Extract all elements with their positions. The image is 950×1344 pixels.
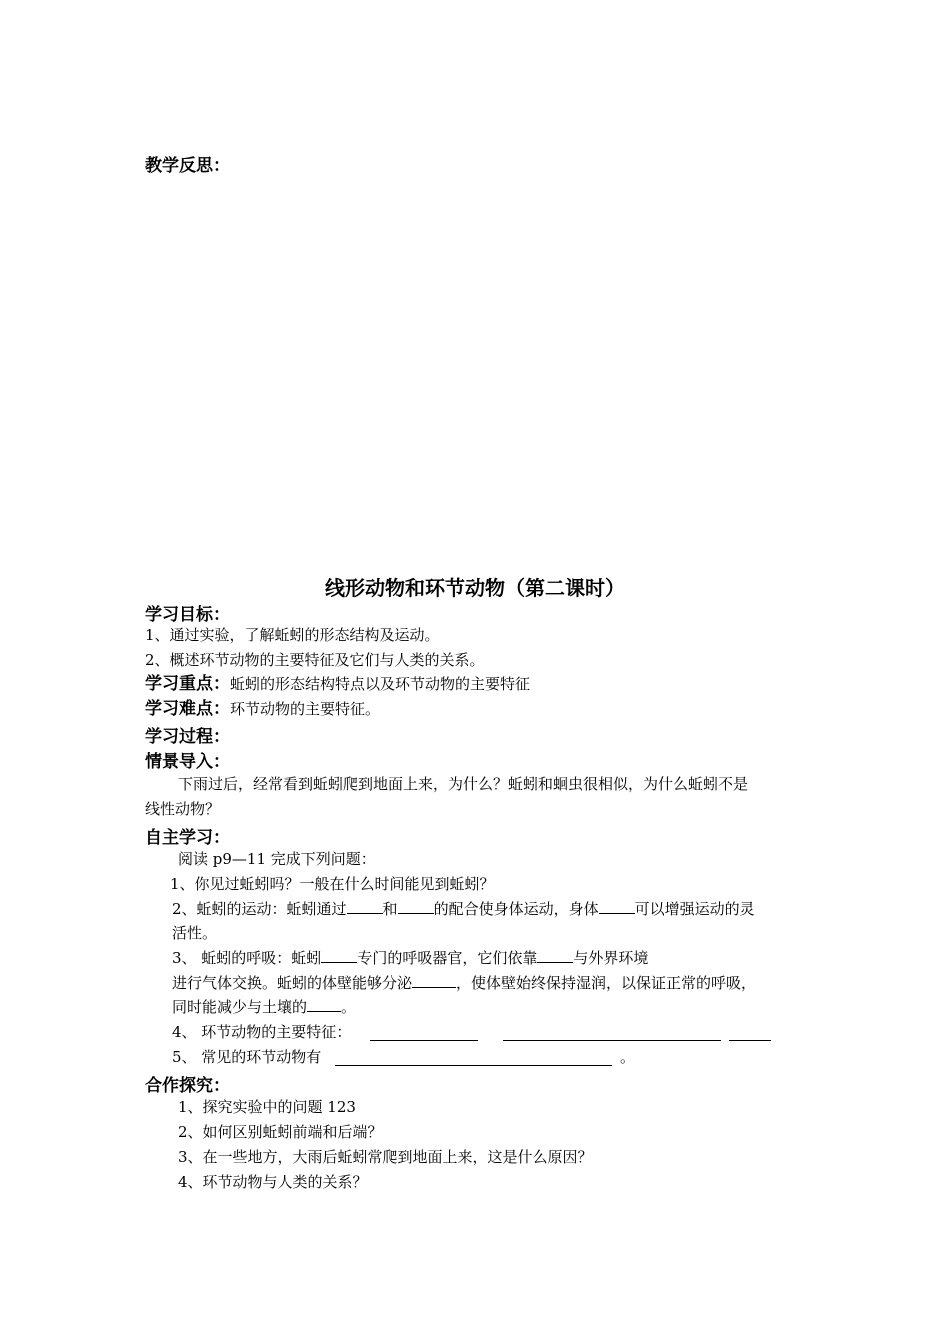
intro-line: 线性动物？: [145, 800, 221, 818]
process-heading: 学习过程：: [145, 727, 230, 747]
fill-blank[interactable]: [537, 948, 573, 963]
question-3-text: 进行气体交换。蚯蚓的体壁能够分泌: [172, 974, 413, 992]
difficulty-label: 学习难点：: [145, 699, 230, 719]
fill-blank[interactable]: [412, 973, 456, 988]
key-point-label: 学习重点：: [145, 674, 230, 694]
question-3-text: 专门的呼吸器官，它们依靠: [357, 949, 538, 967]
intro-line: 下雨过后，经常看到蚯蚓爬到地面上来，为什么？蚯蚓和蛔虫很相似，为什么蚯蚓不是: [178, 775, 749, 793]
goals-heading: 学习目标：: [145, 605, 230, 625]
question-3-cont: [172, 972, 756, 994]
question-3-text: 与外界环境: [573, 949, 649, 967]
question-2-cont: 活性。: [172, 924, 218, 942]
reflection-label: 教学反思：: [145, 156, 230, 176]
question-5-end: 。: [620, 1048, 636, 1066]
answer-line[interactable]: [370, 1040, 478, 1041]
question-5: 5、 常见的环节动物有: [172, 1048, 322, 1066]
question-1: 1、你见过蚯蚓吗？一般在什么时间能见到蚯蚓？: [170, 875, 495, 893]
question-2-text: 2、蚯蚓的运动：蚯蚓通过: [172, 900, 347, 918]
fill-blank[interactable]: [307, 997, 341, 1012]
cooperate-item: 1、探究实验中的问题 123: [178, 1098, 356, 1116]
fill-blank[interactable]: [599, 899, 635, 914]
question-2-text: 可以增强运动的灵: [634, 900, 755, 918]
question-3-text: 3、 蚯蚓的呼吸：蚯蚓: [172, 949, 322, 967]
difficulty: [145, 698, 380, 720]
intro-heading: 情景导入：: [145, 752, 230, 772]
cooperate-item: 3、在一些地方，大雨后蚯蚓常爬到地面上来，这是什么原因？: [178, 1148, 593, 1166]
key-point: [145, 673, 530, 695]
answer-line[interactable]: [335, 1065, 612, 1066]
question-3-text: ，使体壁始终保持湿润，以保证正常的呼吸，: [456, 974, 757, 992]
question-3-text: 同时能减少与土壤的: [172, 998, 308, 1016]
question-2-text: 的配合使身体运动，身体: [433, 900, 599, 918]
fill-blank[interactable]: [321, 948, 357, 963]
difficulty-text: 环节动物的主要特征。: [230, 700, 381, 718]
question-3-cont: [172, 996, 356, 1018]
self-study-instruction: 阅读 p9—11 完成下列问题：: [178, 850, 376, 868]
self-study-heading: 自主学习：: [145, 828, 230, 848]
answer-line[interactable]: [729, 1040, 771, 1041]
goal-item: 2、概述环节动物的主要特征及它们与人类的关系。: [145, 651, 485, 669]
question-3: [172, 947, 648, 969]
question-4: 4、 环节动物的主要特征：: [172, 1023, 352, 1041]
cooperate-item: 2、如何区别蚯蚓前端和后端？: [178, 1123, 383, 1141]
question-2-text: 和: [382, 900, 398, 918]
lesson-title: 线形动物和环节动物（第二课时）: [325, 576, 625, 600]
cooperate-item: 4、环节动物与人类的关系？: [178, 1173, 368, 1191]
goal-item: 1、通过实验，了解蚯蚓的形态结构及运动。: [145, 626, 440, 644]
key-point-text: 蚯蚓的形态结构特点以及环节动物的主要特征: [230, 675, 531, 693]
question-3-text: 。: [341, 998, 357, 1016]
fill-blank[interactable]: [398, 899, 434, 914]
question-2: [172, 898, 755, 920]
fill-blank[interactable]: [347, 899, 383, 914]
answer-line[interactable]: [503, 1040, 721, 1041]
cooperate-heading: 合作探究：: [145, 1076, 230, 1096]
